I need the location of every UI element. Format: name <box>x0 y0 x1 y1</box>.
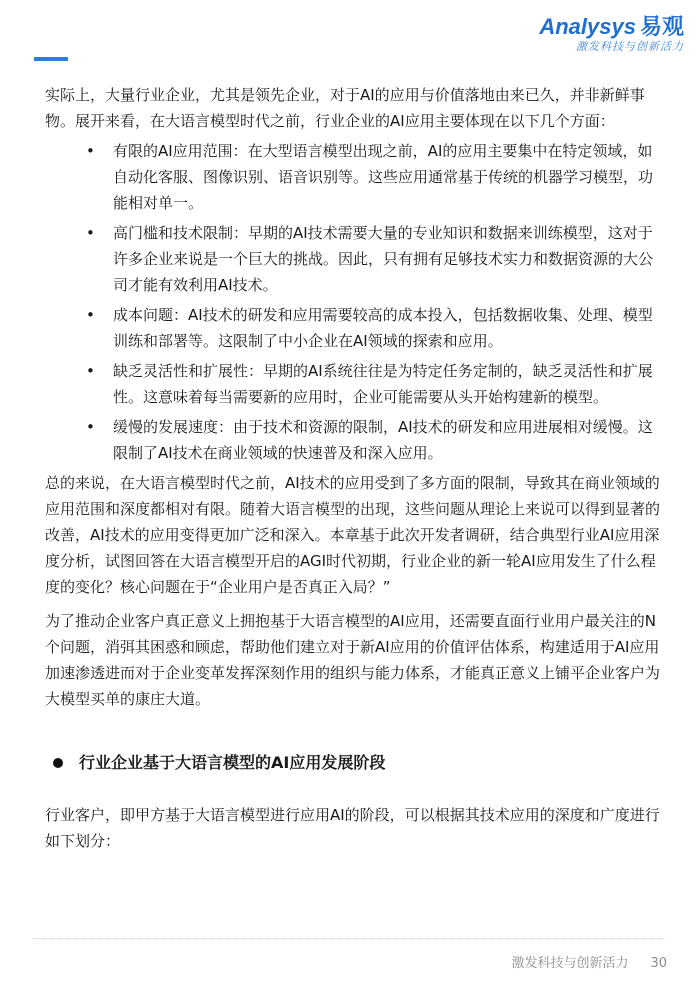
bullet-dot-icon: • <box>86 362 95 380</box>
bullet-dot-icon: • <box>86 224 95 242</box>
intro-paragraph: 实际上，大量行业企业，尤其是领先企业，对于AI的应用与价值落地由来已久，并非新鲜事物。展开来看，在大语言模型时代之前，行业企业的AI应用主要体现在以下几个方面： <box>45 86 645 130</box>
page-content <box>45 82 667 854</box>
logo-text: Analysys <box>539 14 636 39</box>
footer-tagline: 激发科技与创新活力 <box>511 956 629 971</box>
brand-logo <box>539 14 684 54</box>
list-item-text: 成本问题：AI技术的研发和应用需要较高的成本投入，包括数据收集、处理、模型训练和部署等。这限制了中小企业在AI领域的探索和应用。 <box>113 306 653 350</box>
page-footer <box>511 952 667 971</box>
section-heading <box>45 750 667 776</box>
list-item <box>45 358 667 410</box>
logo-wordmark <box>539 14 684 40</box>
page-number: 30 <box>650 956 667 971</box>
footer-divider <box>34 938 666 939</box>
section-heading-text: 行业企业基于大语言模型的AI应用发展阶段 <box>79 753 386 772</box>
logo-tagline: 激发科技与创新活力 <box>576 40 684 53</box>
bullet-dot-icon: • <box>86 306 95 324</box>
list-item-text: 缺乏灵活性和扩展性：早期的AI系统往往是为特定任务定制的，缺乏灵活性和扩展性。这意味着每当需要新的应用时，企业可能需要从头开始构建新的模型。 <box>113 362 653 406</box>
summary-paragraph: 总的来说，在大语言模型时代之前，AI技术的应用受到了多方面的限制，导致其在商业领域的应用范围和深度都相对有限。随着大语言模型的出现，这些问题从理论上来说可以得到显著的改善，AI技术的应用变得更加广泛和深入。本章基于此次开发者调研，结合典型行业AI应用深度分析，试图回答在大语言模型开启的AGI时代初期，行业企业的新一轮AI应用发生了什么程度的变化？核心问题在于“企业用户是否真正入局？” <box>45 474 661 596</box>
limitations-list <box>45 138 667 466</box>
section-paragraph: 行业客户，即甲方基于大语言模型进行应用AI的阶段，可以根据其技术应用的深度和广度进行如下划分： <box>45 806 660 850</box>
list-item-text: 高门槛和技术限制：早期的AI技术需要大量的专业知识和数据来训练模型，这对于许多企业来说是一个巨大的挑战。因此，只有拥有足够技术实力和数据资源的大公司才能有效利用AI技术。 <box>113 224 654 294</box>
list-item <box>45 414 667 466</box>
bullet-dot-icon: • <box>86 142 95 160</box>
logo-cn-text: 易观 <box>639 14 684 39</box>
list-item-text: 有限的AI应用范围：在大型语言模型出现之前，AI的应用主要集中在特定领域，如自动化客服、图像识别、语音识别等。这些应用通常基于传统的机器学习模型，功能相对单一。 <box>113 142 654 212</box>
heading-bullet-icon <box>53 758 63 768</box>
promote-paragraph: 为了推动企业客户真正意义上拥抱基于大语言模型的AI应用，还需要直面行业用户最关注的N个问题，消弭其困惑和顾虑，帮助他们建立对于新AI应用的价值评估体系，构建适用于AI应用加速渗透进而对于企业变革发挥深刻作用的组织与能力体系，才能真正意义上铺平企业客户为大模型买单的康庄大道。 <box>45 612 661 708</box>
list-item <box>45 138 667 216</box>
list-item <box>45 220 667 298</box>
header-accent-bar <box>34 57 68 61</box>
list-item-text: 缓慢的发展速度：由于技术和资源的限制，AI技术的研发和应用进展相对缓慢。这限制了AI技术在商业领域的快速普及和深入应用。 <box>113 418 653 462</box>
bullet-dot-icon: • <box>86 418 95 436</box>
list-item <box>45 302 667 354</box>
